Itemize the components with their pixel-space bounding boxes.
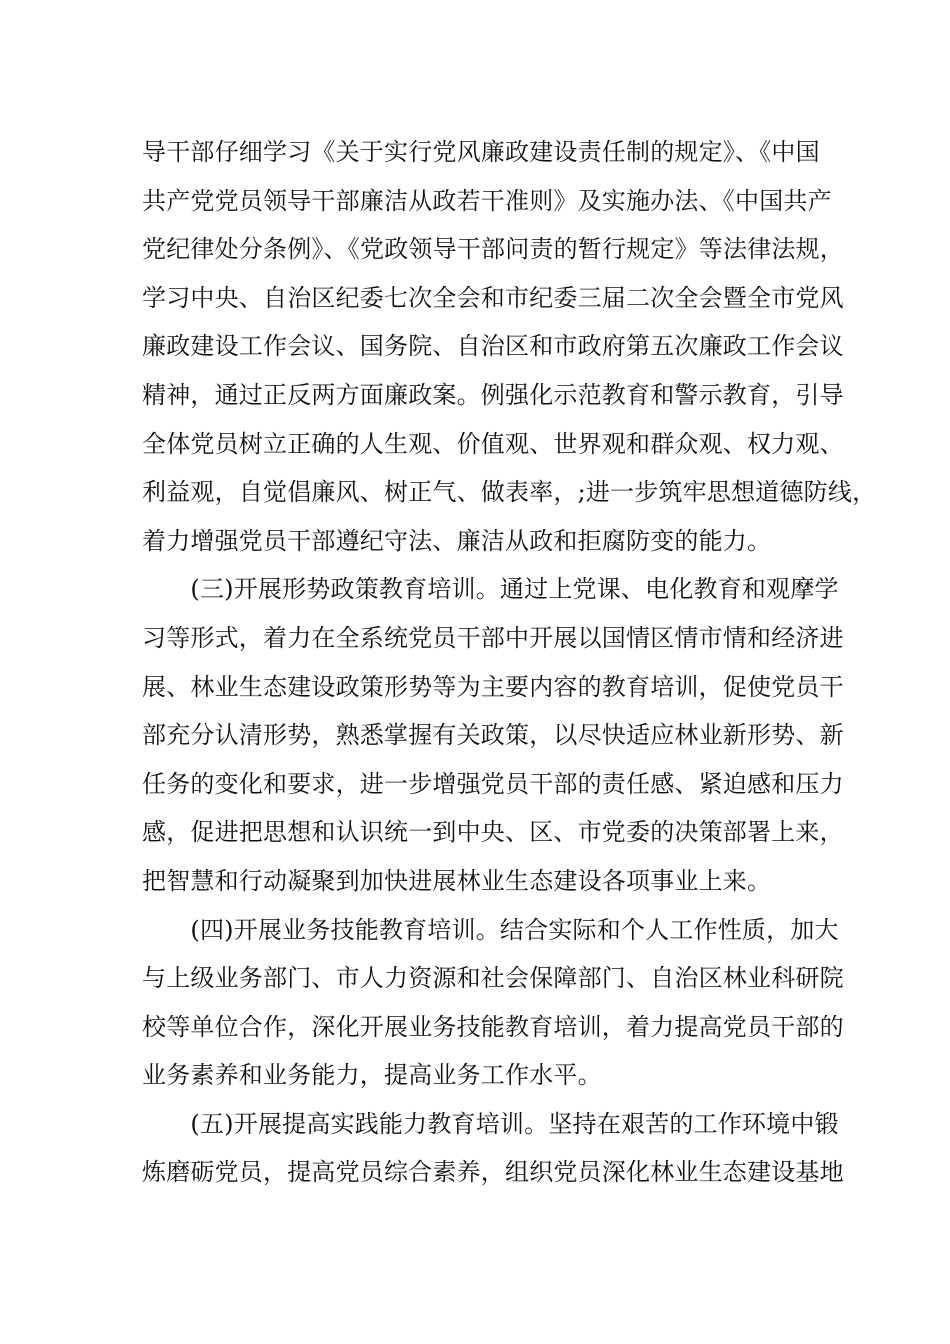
- text-line: 党纪律处分条例》、《党政领导干部问责的暂行规定》等法律法规，: [142, 235, 844, 264]
- text-line: 感，促进把思想和认识统一到中央、区、市党委的决策部署上来，: [142, 818, 844, 847]
- text-line: 导干部仔细学习《关于实行党风廉政建设责任制的规定》、《中国: [142, 138, 820, 166]
- text-line: 廉政建设工作会议、国务院、自治区和市政府第五次廉政工作会议: [142, 332, 844, 361]
- text-line: 展、林业生态建设政策形势等为主要内容的教育培训，促使党员干: [142, 672, 844, 701]
- text-line: 利益观，自觉倡廉风、树正气、做表率，;进一步筑牢思想道德防线，: [142, 478, 877, 507]
- text-line: (四)开展业务技能教育培训。结合实际和个人工作性质，加大: [142, 915, 839, 944]
- text-line: (三)开展形势政策教育培训。通过上党课、电化教育和观摩学: [142, 575, 839, 604]
- text-line: 校等单位合作，深化开展业务技能教育培训，着力提高党员干部的: [142, 1012, 844, 1041]
- text-line: 习等形式，着力在全系统党员干部中开展以国情区情市情和经济进: [142, 623, 844, 652]
- text-line: 部充分认清形势，熟悉掌握有关政策，以尽快适应林业新形势、新: [142, 721, 844, 750]
- body-text: [142, 128, 877, 1197]
- text-line: 学习中央、自治区纪委七次全会和市纪委三届二次全会暨全市党风: [142, 283, 844, 312]
- text-line: 炼磨砺党员，提高党员综合素养，组织党员深化林业生态建设基地: [142, 1158, 844, 1187]
- text-line: (五)开展提高实践能力教育培训。坚持在艰苦的工作环境中锻: [142, 1109, 839, 1138]
- text-line: 与上级业务部门、市人力资源和社会保障部门、自治区林业科研院: [142, 964, 844, 993]
- text-line: 任务的变化和要求，进一步增强党员干部的责任感、紧迫感和压力: [142, 769, 844, 798]
- text-line: 精神，通过正反两方面廉政案。例强化示范教育和警示教育，引导: [142, 380, 844, 409]
- text-line: 共产党党员领导干部廉洁从政若干准则》及实施办法、《中国共产: [142, 186, 832, 215]
- text-line: 全体党员树立正确的人生观、价值观、世界观和群众观、权力观、: [142, 429, 844, 458]
- text-line: 把智慧和行动凝聚到加快进展林业生态建设各项事业上来。: [142, 866, 772, 895]
- text-line: 业务素养和业务能力，提高业务工作水平。: [142, 1061, 602, 1090]
- text-line: 着力增强党员干部遵纪守法、廉洁从政和拒腐防变的能力。: [142, 526, 772, 555]
